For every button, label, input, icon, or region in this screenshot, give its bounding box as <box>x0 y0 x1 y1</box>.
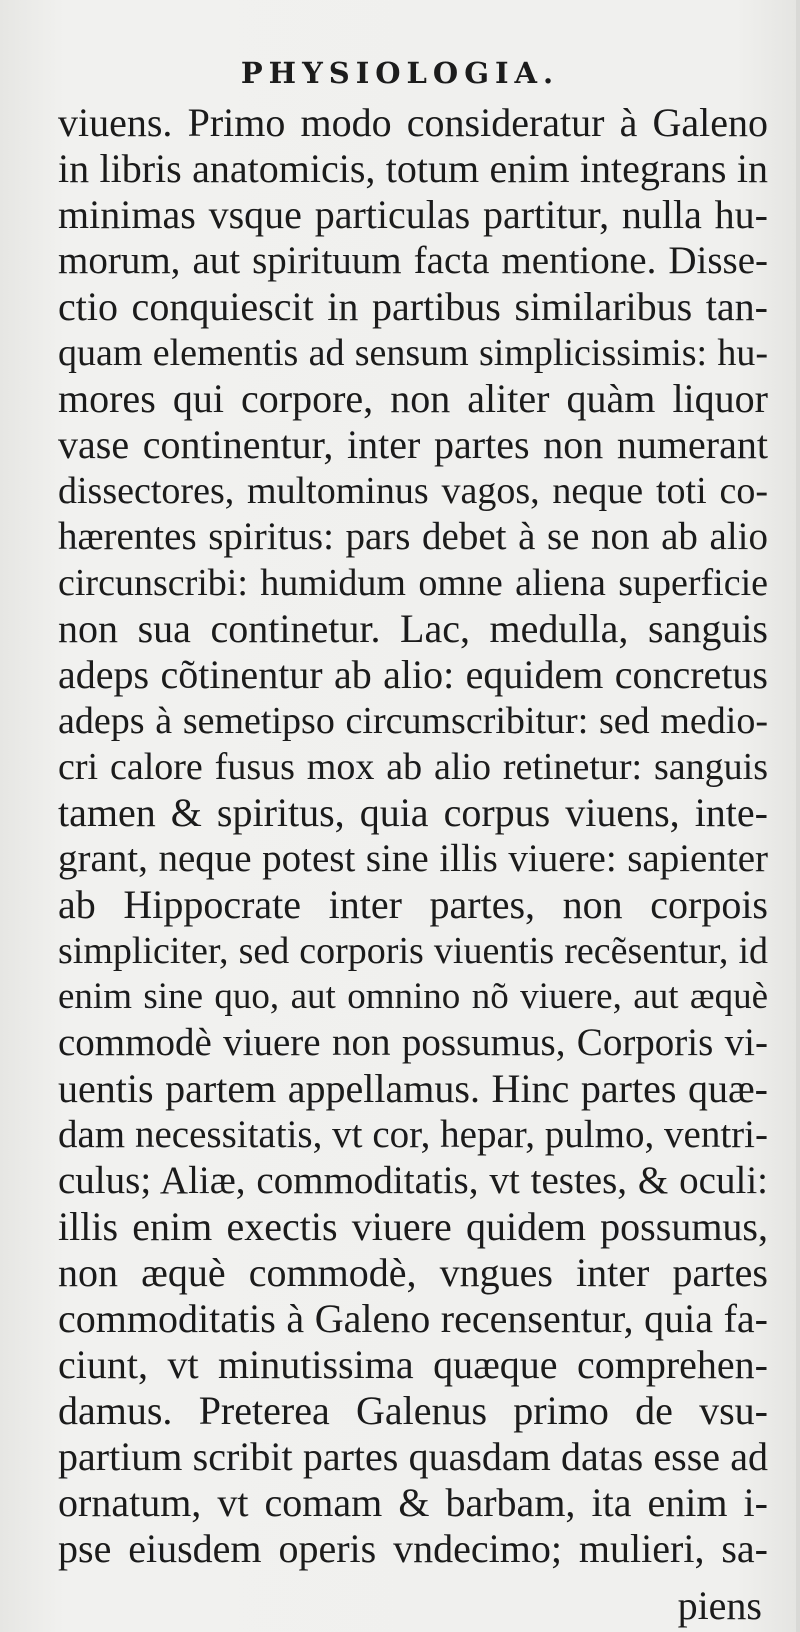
text-line: dissectores, multominus vagos, neque toti co- <box>58 470 768 512</box>
text-line: commoditatis à Galeno recensentur, quia fa- <box>58 1296 768 1341</box>
text-line: illis enim exectis viuere quidem possumus, <box>58 1204 768 1249</box>
text-line: uentis partem appellamus. Hinc partes quæ- <box>58 1066 768 1111</box>
text-line: hærentes spiritus: pars debet à se non ab alio <box>58 515 768 558</box>
text-line: ciunt, vt minutissima quæque comprehen- <box>58 1342 768 1387</box>
text-line: non sua continetur. Lac, medulla, sanguis <box>58 606 768 651</box>
text-line: ab Hippocrate inter partes, non corpois <box>58 882 768 927</box>
text-line: pse eiusdem operis vndecimo; mulieri, sa- <box>58 1526 768 1571</box>
text-line: ctio conquiescit in partibus similaribus tan- <box>58 284 768 329</box>
text-line: tamen & spiritus, quia corpus viuens, inte- <box>58 790 768 835</box>
body-text <box>58 100 768 1572</box>
text-line: vase continentur, inter partes non numerant <box>58 422 768 467</box>
text-line: morum, aut spirituum facta mentione. Disse- <box>58 239 768 282</box>
text-line: grant, neque potest sine illis viuere: sapienter <box>58 837 768 880</box>
catchword: piens <box>677 1583 762 1628</box>
text-line: dam necessitatis, vt cor, hepar, pulmo, ventri- <box>58 1113 768 1156</box>
text-line: mores qui corpore, non aliter quàm liquor <box>58 376 768 421</box>
text-line: non æquè commodè, vngues inter partes <box>58 1250 768 1295</box>
text-line: quam elementis ad sensum simplicissimis: hu- <box>58 332 768 374</box>
text-line: partium scribit partes quasdam datas esse ad <box>58 1434 768 1479</box>
text-line: culus; Aliæ, commoditatis, vt testes, & oculi: <box>58 1159 768 1202</box>
text-line: in libris anatomicis, totum enim integrans in <box>58 146 768 191</box>
text-line: ornatum, vt comam & barbam, ita enim i- <box>58 1480 768 1525</box>
text-line: cri calore fusus mox ab alio retinetur: sanguis <box>58 746 768 788</box>
text-line: circunscribi: humidum omne aliena superficie <box>58 562 768 604</box>
text-line: simpliciter, sed corporis viuentis recẽsentur, id <box>58 930 768 972</box>
text-line: enim sine quo, aut omnino nõ viuere, aut æquè <box>58 976 768 1017</box>
text-line: minimas vsque particulas partitur, nulla hu- <box>58 192 768 237</box>
text-line: viuens. Primo modo consideratur à Galeno <box>58 100 768 145</box>
running-head: PHYSIOLOGIA. <box>240 56 560 90</box>
text-line: damus. Preterea Galenus primo de vsu- <box>58 1388 768 1433</box>
text-line: adeps à semetipso circumscribitur: sed medio- <box>58 700 768 742</box>
text-line: commodè viuere non possumus, Corporis vi- <box>58 1021 768 1064</box>
text-line: adeps cõtinentur ab alio: equidem concretus <box>58 652 768 697</box>
page-edge <box>796 0 800 1632</box>
